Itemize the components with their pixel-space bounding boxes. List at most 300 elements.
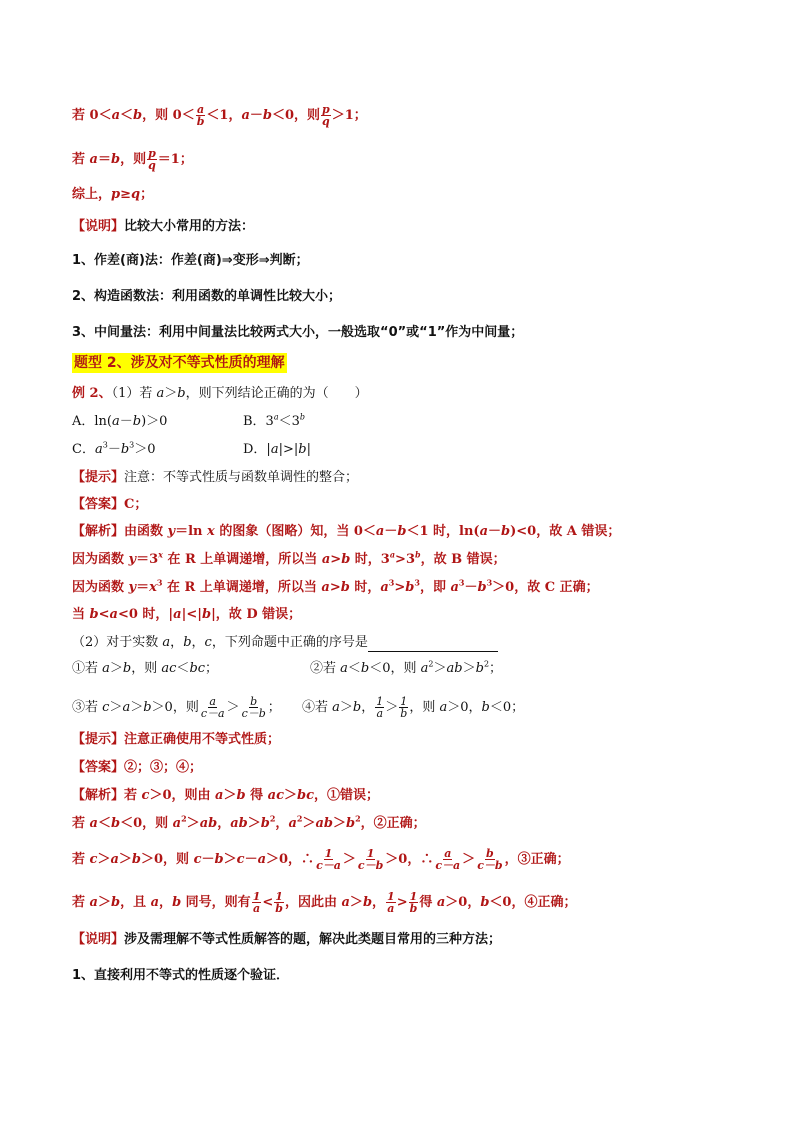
text: － [488, 524, 502, 539]
fraction [315, 848, 342, 871]
example-2-question [72, 385, 368, 403]
explanation-methods [72, 218, 254, 236]
var: c [204, 635, 212, 650]
denominator: c－a [435, 859, 461, 872]
var: a [450, 580, 459, 595]
text: ＜0，④正确； [489, 895, 577, 910]
denominator: q [148, 159, 156, 172]
text: ， [275, 816, 289, 831]
method-2: 2、构造函数法：利用函数的单调性比较大小； [72, 289, 342, 304]
numerator: 1 [387, 890, 395, 903]
proposition-1 [72, 660, 218, 678]
fraction [357, 848, 384, 871]
text: ②若 [310, 661, 341, 676]
var: a [109, 607, 118, 622]
numerator: p [322, 103, 330, 116]
text: ＞0，∴ [266, 852, 315, 867]
fraction [399, 696, 408, 719]
text: ＞ [302, 816, 316, 831]
var: b [360, 661, 370, 676]
text: C． [72, 442, 95, 457]
text: 得 [245, 788, 268, 803]
text: － [464, 580, 478, 595]
numerator: 1 [409, 890, 418, 903]
text: ，③正确； [504, 852, 570, 867]
var: a [110, 852, 119, 867]
text: 在 R 上单调递增，所以当 [162, 552, 322, 567]
explanation-tag: 【说明】 [72, 932, 125, 947]
var: a [150, 895, 160, 910]
denominator: c－b [357, 859, 384, 872]
text: ＝3 [136, 552, 159, 567]
text: ＜0； [489, 700, 525, 715]
text: ＜0，则 [120, 816, 173, 831]
superscript: 3 [129, 440, 135, 450]
text: 因为函数 [72, 580, 129, 595]
text: > [394, 580, 406, 595]
text: 综上， [72, 187, 112, 202]
text: ，则 [131, 661, 162, 676]
var: b [481, 700, 490, 715]
denominator: b [196, 115, 205, 128]
text: 因为函数 [72, 552, 129, 567]
superscript: 2 [269, 813, 276, 824]
var: a [340, 661, 348, 676]
denominator: c－b [477, 859, 503, 872]
text: 若 0＜ [72, 108, 112, 123]
text: ＞ [109, 700, 123, 715]
text: ， [217, 816, 231, 831]
numerator: p [148, 147, 156, 160]
text: ＞ [284, 788, 298, 803]
text: ＞ [226, 700, 240, 715]
denominator: a [376, 707, 384, 720]
text: ＞ [247, 816, 261, 831]
var: b [122, 661, 132, 676]
fraction [196, 104, 206, 127]
text: ，因此由 [284, 895, 342, 910]
text: 注意：不等式性质与函数单调性的整合； [124, 470, 359, 485]
var: a [341, 895, 350, 910]
explanation-2 [72, 931, 501, 949]
text: 若 [72, 852, 90, 867]
solution-2-a [72, 787, 379, 805]
text: ＞ [130, 700, 144, 715]
text: － [201, 852, 215, 867]
text: < [262, 895, 274, 910]
var: c [89, 852, 98, 867]
hint-2 [72, 731, 280, 749]
text: ≥ [120, 187, 132, 202]
denominator: c－b [241, 707, 266, 720]
var: b [89, 607, 99, 622]
numerator: b [486, 847, 494, 860]
var: ab [199, 816, 218, 831]
denominator: c－a [200, 707, 225, 720]
text: ＞ [97, 895, 111, 910]
text: 当 [72, 607, 90, 622]
hint-tag: 【提示】 [72, 470, 125, 485]
var: ac [267, 788, 284, 803]
text: ； [489, 661, 503, 676]
text: ＞0， [445, 895, 481, 910]
text: ＞ [97, 852, 111, 867]
superscript: 2 [355, 813, 361, 824]
denominator: a [387, 902, 395, 915]
var: b [177, 386, 186, 401]
text: 得 [419, 895, 437, 910]
text: ①若 [72, 661, 103, 676]
text: ； [140, 187, 154, 202]
text: ，且 [120, 895, 151, 910]
var: a [420, 661, 429, 676]
text: ②；③；④； [124, 760, 203, 775]
numerator: b [250, 695, 258, 708]
text: |<| [181, 607, 202, 622]
solution-tag: 【解析】 [72, 524, 125, 539]
var: x [149, 580, 157, 595]
var: b [110, 816, 121, 831]
text: )＞0 [141, 414, 168, 429]
solution-2-c [72, 848, 570, 871]
solution-1-b [72, 551, 506, 569]
text: ， [372, 895, 386, 910]
numerator: 1 [366, 847, 375, 860]
text: 同号，则有 [181, 895, 251, 910]
text: （1）若 [111, 386, 157, 401]
var: a [321, 552, 331, 567]
fraction [386, 891, 396, 914]
text: C； [124, 497, 148, 512]
line-case-less [72, 104, 367, 127]
option-c [72, 441, 156, 459]
example-tag: 例 2、 [72, 386, 112, 401]
section-heading: 题型 2、涉及对不等式性质的理解 [74, 355, 285, 371]
text: ， [361, 700, 375, 715]
superscript: 2 [428, 659, 434, 669]
var: b [346, 816, 356, 831]
var: b [236, 788, 246, 803]
text: 时， [349, 580, 381, 595]
superscript: 3 [414, 577, 420, 588]
var: a [257, 852, 267, 867]
var: c [102, 700, 110, 715]
text: ＝ [136, 580, 150, 595]
text: A．ln( [72, 414, 112, 429]
text: ＜ [120, 108, 134, 123]
text: （2）对于实数 [72, 635, 163, 650]
solution-1-c [72, 579, 599, 597]
text: |>| [278, 442, 299, 457]
superscript: a [389, 549, 396, 560]
text: 若 [72, 816, 90, 831]
var: a [439, 700, 448, 715]
text: > [396, 895, 408, 910]
text: ＞ [462, 661, 476, 676]
text: ＜0，则 [369, 661, 421, 676]
text: ＞ [186, 816, 200, 831]
method-direct: 1、直接利用不等式的性质逐个验证． [72, 968, 290, 983]
fraction [200, 696, 226, 719]
text: )<0，故 A 错误； [510, 524, 621, 539]
solution-1-a [72, 523, 620, 541]
text: 若 [124, 788, 142, 803]
proposition-4 [302, 696, 524, 719]
var: a [321, 580, 330, 595]
var: b [262, 108, 272, 123]
var: b [480, 895, 490, 910]
line-conclusion [72, 186, 153, 204]
numerator: 1 [324, 847, 333, 860]
text: ＞ [433, 661, 447, 676]
hint-tag: 【提示】 [72, 732, 125, 747]
text: ＞ [164, 386, 178, 401]
fraction [476, 848, 503, 871]
answer-tag: 【答案】 [72, 760, 125, 775]
text: ＞ [223, 852, 237, 867]
option-d [243, 441, 311, 459]
var: b [477, 580, 487, 595]
text: ，则 [120, 152, 147, 167]
text: ，①错误； [314, 788, 380, 803]
text: ； [205, 661, 219, 676]
numerator: a [196, 103, 205, 116]
var: ab [315, 816, 333, 831]
denominator: a [252, 902, 261, 915]
var: a [436, 895, 446, 910]
text: > [330, 552, 342, 567]
var: a [122, 700, 131, 715]
line-case-equal [72, 148, 193, 171]
text: 若 [72, 152, 90, 167]
var: y [128, 552, 137, 567]
text: ＞0 [134, 442, 156, 457]
denominator: b [409, 902, 418, 915]
numerator: 1 [275, 890, 283, 903]
superscript: 2 [296, 813, 303, 824]
var: y [167, 524, 176, 539]
var: a [479, 524, 489, 539]
text: 时，3 [350, 552, 390, 567]
solution-2-b [72, 815, 426, 833]
text: ＞1； [331, 108, 367, 123]
text: ，则下列结论正确的为（ ） [185, 386, 368, 401]
example-2-part-2 [72, 634, 498, 652]
var: ab [230, 816, 248, 831]
text: D．| [243, 442, 271, 457]
var: b [133, 108, 143, 123]
text: ③若 [72, 700, 103, 715]
var: a [380, 580, 389, 595]
text: ＞0， [447, 700, 482, 715]
text: ＞ [349, 895, 363, 910]
text: ＞0，则 [141, 852, 194, 867]
var: b [131, 852, 142, 867]
text: ，则 0＜ [142, 108, 195, 123]
text: ＜ [176, 661, 190, 676]
superscript: 3 [486, 577, 493, 588]
answer-2 [72, 759, 202, 777]
text: ＝ln [175, 524, 208, 539]
var: b [362, 895, 373, 910]
fraction [321, 104, 331, 127]
text: 注意正确使用不等式性质； [124, 732, 281, 747]
superscript: x [158, 549, 163, 560]
var: a [173, 607, 182, 622]
superscript: a [273, 412, 279, 422]
method-3: 3、中间量法：利用中间量法比较两式大小，一般选取“0”或“1”作为中间量； [72, 325, 524, 340]
numerator: a [209, 695, 216, 708]
text: >3 [395, 552, 415, 567]
text: ＜0，则 [272, 108, 321, 123]
var: a [89, 895, 98, 910]
superscript: 3 [458, 577, 465, 588]
var: b [143, 700, 152, 715]
text: ，则 [409, 700, 440, 715]
text: ，②正确； [360, 816, 426, 831]
var: a [288, 816, 297, 831]
option-b [243, 413, 305, 431]
var: c [193, 852, 202, 867]
text: 由函数 [124, 524, 168, 539]
answer-1 [72, 496, 147, 514]
var: b [110, 895, 121, 910]
text: ＜1 时，ln( [406, 524, 480, 539]
var: b [298, 442, 307, 457]
text: 比较大小常用的方法： [124, 219, 255, 234]
fraction [274, 891, 284, 914]
var: b [352, 700, 362, 715]
var: b [341, 552, 351, 567]
var: b [475, 661, 484, 676]
var: a [112, 414, 120, 429]
text: <0 时，| [117, 607, 174, 622]
text: ＞0，则 [151, 700, 199, 715]
superscript: 3 [388, 577, 395, 588]
var: b [340, 580, 350, 595]
proposition-2 [310, 660, 502, 678]
text: B．3 [243, 414, 274, 429]
superscript: 2 [181, 813, 187, 824]
text: 的图象（图略）知，当 0＜ [214, 524, 376, 539]
text: ＜ [347, 661, 361, 676]
var: b [405, 580, 415, 595]
text: ，下列命题中正确的序号是 [211, 635, 368, 650]
var: a [111, 108, 121, 123]
text: ，即 [419, 580, 451, 595]
text: ＞0，故 C 正确； [492, 580, 599, 595]
text: < [98, 607, 110, 622]
text: > [329, 580, 341, 595]
text: － [119, 414, 133, 429]
var: b [214, 852, 224, 867]
solution-1-d [72, 606, 301, 624]
numerator: 1 [400, 695, 408, 708]
text: 若 [72, 895, 90, 910]
denominator: q [322, 115, 330, 128]
fraction [375, 696, 384, 719]
var: a [172, 816, 182, 831]
var: b [110, 152, 121, 167]
proposition-3 [72, 696, 281, 719]
superscript: 2 [483, 659, 490, 669]
var: b [260, 816, 270, 831]
text: ， [170, 635, 184, 650]
numerator: 1 [376, 695, 384, 708]
var: a [94, 442, 103, 457]
text: ＝1； [157, 152, 193, 167]
var: b [201, 607, 212, 622]
text: ，故 B 错误； [420, 552, 506, 567]
text: ④若 [302, 700, 333, 715]
numerator: 1 [252, 890, 261, 903]
var: a [102, 661, 110, 676]
text: ， [159, 895, 173, 910]
text: ＞ [223, 788, 237, 803]
var: ab [446, 661, 463, 676]
fraction [241, 696, 267, 719]
text: ＜1， [206, 108, 242, 123]
hint-1 [72, 469, 358, 487]
text: ＞0，则由 [149, 788, 216, 803]
superscript: 3 [156, 577, 163, 588]
var: a [375, 524, 385, 539]
text: ＜ [97, 816, 111, 831]
var: c [141, 788, 150, 803]
var: a [241, 108, 250, 123]
var: b [183, 635, 192, 650]
var: a [89, 152, 98, 167]
answer-blank [368, 637, 498, 652]
text: － [384, 524, 398, 539]
superscript: b [415, 549, 421, 560]
var: q [131, 187, 141, 202]
text: ＞0，∴ [385, 852, 434, 867]
superscript: 3 [102, 440, 108, 450]
text: ＞ [339, 700, 353, 715]
fraction [409, 891, 419, 914]
var: a [332, 700, 340, 715]
solution-tag: 【解析】 [72, 788, 125, 803]
method-1: 1、作差(商)法：作差(商)⇒变形⇒判断； [72, 253, 309, 268]
text: － [244, 852, 258, 867]
var: p [111, 187, 121, 202]
fraction [147, 148, 157, 171]
text: － [107, 442, 121, 457]
var: b [172, 895, 182, 910]
var: a [156, 386, 165, 401]
text: |，故 D 错误； [211, 607, 302, 622]
var: ac [161, 661, 177, 676]
var: y [128, 580, 137, 595]
answer-tag: 【答案】 [72, 497, 125, 512]
var: a [162, 635, 171, 650]
text: | [306, 442, 311, 457]
solution-2-d [72, 891, 576, 914]
text: ， [191, 635, 205, 650]
text: ＞ [462, 852, 476, 867]
text: ＝ [97, 152, 111, 167]
var: b [120, 442, 130, 457]
var: x [207, 524, 215, 539]
text: ＜3 [278, 414, 300, 429]
denominator: b [275, 902, 283, 915]
var: b [132, 414, 142, 429]
text: 涉及需理解不等式性质解答的题，解决此类题目常用的三种方法； [124, 932, 502, 947]
var: b [397, 524, 407, 539]
fraction [252, 891, 262, 914]
var: a [270, 442, 279, 457]
